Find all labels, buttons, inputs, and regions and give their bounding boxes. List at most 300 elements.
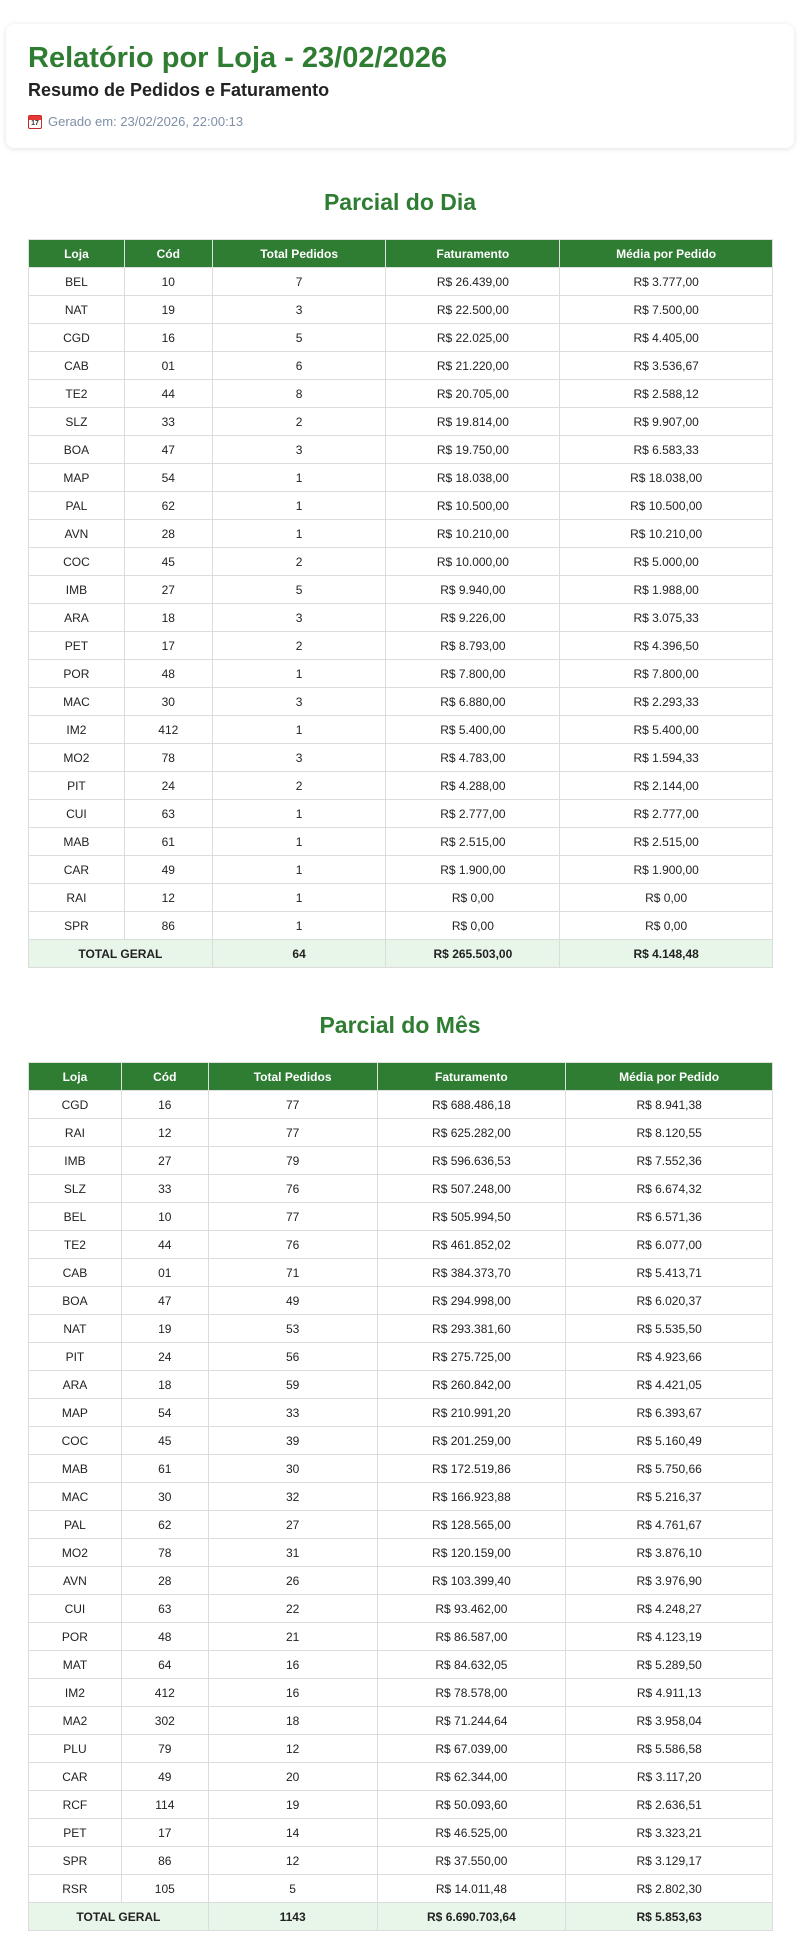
cell-cod: 62 [121, 1511, 208, 1539]
col-media-pedido: Média por Pedido [560, 240, 773, 268]
cell-total-pedidos: 76 [208, 1231, 377, 1259]
cell-total-pedidos: 77 [208, 1091, 377, 1119]
col-cod: Cód [124, 240, 212, 268]
table-row [29, 1735, 773, 1763]
table-row [29, 1595, 773, 1623]
cell-loja: MAP [29, 464, 125, 492]
cell-media-pedido: R$ 3.876,10 [566, 1539, 773, 1567]
cell-loja: TE2 [29, 380, 125, 408]
cell-loja: SPR [29, 1847, 122, 1875]
cell-total-pedidos: 3 [212, 604, 386, 632]
cell-total-pedidos: 3 [212, 688, 386, 716]
cell-media-pedido: R$ 4.405,00 [560, 324, 773, 352]
total-row [29, 1903, 773, 1931]
cell-total-pedidos: 79 [208, 1147, 377, 1175]
cell-total-pedidos: 33 [208, 1399, 377, 1427]
table-row [29, 1539, 773, 1567]
cell-loja: MO2 [29, 1539, 122, 1567]
cell-loja: RAI [29, 884, 125, 912]
cell-media-pedido: R$ 8.120,55 [566, 1119, 773, 1147]
cell-cod: 54 [124, 464, 212, 492]
cell-media-pedido: R$ 3.129,17 [566, 1847, 773, 1875]
cell-media-pedido: R$ 1.900,00 [560, 856, 773, 884]
table-row [29, 884, 773, 912]
cell-faturamento: R$ 10.210,00 [386, 520, 560, 548]
cell-faturamento: R$ 6.880,00 [386, 688, 560, 716]
table-row [29, 520, 773, 548]
cell-loja: PIT [29, 772, 125, 800]
cell-cod: 16 [124, 324, 212, 352]
cell-loja: COC [29, 1427, 122, 1455]
col-loja: Loja [29, 240, 125, 268]
cell-cod: 63 [124, 800, 212, 828]
cell-loja: PAL [29, 1511, 122, 1539]
cell-faturamento: R$ 71.244,64 [377, 1707, 566, 1735]
cell-cod: 114 [121, 1791, 208, 1819]
cell-loja: BOA [29, 436, 125, 464]
cell-faturamento: R$ 10.000,00 [386, 548, 560, 576]
section-title-dia: Parcial do Dia [323, 189, 477, 215]
cell-faturamento: R$ 14.011,48 [377, 1875, 566, 1903]
cell-cod: 78 [124, 744, 212, 772]
cell-media-pedido: R$ 3.976,90 [566, 1567, 773, 1595]
cell-cod: 28 [121, 1567, 208, 1595]
cell-total-pedidos: 1 [212, 716, 386, 744]
table-row [29, 352, 773, 380]
cell-loja: PIT [29, 1343, 122, 1371]
cell-faturamento: R$ 0,00 [386, 912, 560, 940]
total-faturamento: R$ 6.690.703,64 [377, 1903, 566, 1931]
table-row [29, 548, 773, 576]
cell-cod: 30 [121, 1483, 208, 1511]
cell-faturamento: R$ 21.220,00 [386, 352, 560, 380]
cell-loja: MAP [29, 1399, 122, 1427]
cell-media-pedido: R$ 5.289,50 [566, 1651, 773, 1679]
cell-faturamento: R$ 93.462,00 [377, 1595, 566, 1623]
cell-total-pedidos: 1 [212, 800, 386, 828]
cell-loja: CAB [29, 1259, 122, 1287]
cell-cod: 01 [124, 352, 212, 380]
cell-media-pedido: R$ 5.586,58 [566, 1735, 773, 1763]
table-row [29, 1819, 773, 1847]
table-row [29, 912, 773, 940]
cell-media-pedido: R$ 2.515,00 [560, 828, 773, 856]
table-row [29, 1763, 773, 1791]
cell-media-pedido: R$ 4.923,66 [566, 1343, 773, 1371]
table-row [29, 1259, 773, 1287]
cell-faturamento: R$ 22.500,00 [386, 296, 560, 324]
cell-total-pedidos: 1 [212, 520, 386, 548]
cell-cod: 10 [121, 1203, 208, 1231]
cell-total-pedidos: 77 [208, 1203, 377, 1231]
cell-media-pedido: R$ 9.907,00 [560, 408, 773, 436]
table-row [29, 1483, 773, 1511]
cell-total-pedidos: 30 [208, 1455, 377, 1483]
col-total-pedidos: Total Pedidos [212, 240, 386, 268]
cell-faturamento: R$ 4.288,00 [386, 772, 560, 800]
cell-total-pedidos: 76 [208, 1175, 377, 1203]
cell-total-pedidos: 59 [208, 1371, 377, 1399]
total-faturamento: R$ 265.503,00 [386, 940, 560, 968]
cell-cod: 16 [121, 1091, 208, 1119]
table-row [29, 1847, 773, 1875]
total-pedidos: 64 [212, 940, 386, 968]
cell-media-pedido: R$ 3.777,00 [560, 268, 773, 296]
table-row [29, 1147, 773, 1175]
cell-faturamento: R$ 103.399,40 [377, 1567, 566, 1595]
cell-loja: SLZ [29, 408, 125, 436]
generated-timestamp [28, 114, 772, 129]
cell-media-pedido: R$ 5.535,50 [566, 1315, 773, 1343]
cell-faturamento: R$ 20.705,00 [386, 380, 560, 408]
cell-faturamento: R$ 210.991,20 [377, 1399, 566, 1427]
cell-loja: RCF [29, 1791, 122, 1819]
page-title: Relatório por Loja - 23/02/2026 [28, 42, 448, 74]
cell-media-pedido: R$ 2.144,00 [560, 772, 773, 800]
table-body [29, 268, 773, 940]
cell-faturamento: R$ 507.248,00 [377, 1175, 566, 1203]
cell-media-pedido: R$ 1.594,33 [560, 744, 773, 772]
table-row [29, 436, 773, 464]
cell-loja: TE2 [29, 1231, 122, 1259]
calendar-icon [28, 115, 42, 129]
table-parcial-mes [28, 1062, 773, 1931]
cell-loja: CAB [29, 352, 125, 380]
page-subtitle: Resumo de Pedidos e Faturamento [28, 80, 330, 100]
cell-cod: 17 [121, 1819, 208, 1847]
table-row [29, 772, 773, 800]
cell-total-pedidos: 3 [212, 296, 386, 324]
col-faturamento: Faturamento [377, 1063, 566, 1091]
cell-media-pedido: R$ 4.761,67 [566, 1511, 773, 1539]
cell-media-pedido: R$ 3.958,04 [566, 1707, 773, 1735]
cell-faturamento: R$ 8.793,00 [386, 632, 560, 660]
table-row [29, 1203, 773, 1231]
cell-media-pedido: R$ 10.210,00 [560, 520, 773, 548]
table-row [29, 716, 773, 744]
cell-cod: 33 [121, 1175, 208, 1203]
cell-cod: 24 [121, 1343, 208, 1371]
cell-media-pedido: R$ 7.552,36 [566, 1147, 773, 1175]
table-row [29, 632, 773, 660]
cell-cod: 10 [124, 268, 212, 296]
table-parcial-dia [28, 239, 773, 968]
total-label: TOTAL GERAL [29, 1903, 209, 1931]
cell-loja: PAL [29, 492, 125, 520]
cell-media-pedido: R$ 3.117,20 [566, 1763, 773, 1791]
table-row [29, 1343, 773, 1371]
cell-media-pedido: R$ 2.802,30 [566, 1875, 773, 1903]
table-row [29, 408, 773, 436]
cell-cod: 86 [121, 1847, 208, 1875]
cell-faturamento: R$ 172.519,86 [377, 1455, 566, 1483]
table-row [29, 856, 773, 884]
cell-loja: NAT [29, 296, 125, 324]
cell-media-pedido: R$ 3.323,21 [566, 1819, 773, 1847]
cell-loja: NAT [29, 1315, 122, 1343]
cell-total-pedidos: 71 [208, 1259, 377, 1287]
cell-total-pedidos: 5 [208, 1875, 377, 1903]
cell-total-pedidos: 5 [212, 324, 386, 352]
cell-total-pedidos: 3 [212, 744, 386, 772]
cell-total-pedidos: 8 [212, 380, 386, 408]
total-pedidos: 1143 [208, 1903, 377, 1931]
cell-total-pedidos: 5 [212, 576, 386, 604]
cell-loja: MAC [29, 688, 125, 716]
table-row [29, 1399, 773, 1427]
cell-loja: MAC [29, 1483, 122, 1511]
cell-loja: POR [29, 660, 125, 688]
cell-total-pedidos: 16 [208, 1679, 377, 1707]
cell-total-pedidos: 32 [208, 1483, 377, 1511]
cell-media-pedido: R$ 4.396,50 [560, 632, 773, 660]
cell-media-pedido: R$ 3.536,67 [560, 352, 773, 380]
col-total-pedidos: Total Pedidos [208, 1063, 377, 1091]
cell-media-pedido: R$ 18.038,00 [560, 464, 773, 492]
cell-media-pedido: R$ 3.075,33 [560, 604, 773, 632]
cell-total-pedidos: 2 [212, 548, 386, 576]
cell-media-pedido: R$ 10.500,00 [560, 492, 773, 520]
cell-media-pedido: R$ 6.583,33 [560, 436, 773, 464]
cell-media-pedido: R$ 7.800,00 [560, 660, 773, 688]
table-header-row [29, 1063, 773, 1091]
cell-total-pedidos: 16 [208, 1651, 377, 1679]
col-loja: Loja [29, 1063, 122, 1091]
table-header-row [29, 240, 773, 268]
cell-media-pedido: R$ 2.588,12 [560, 380, 773, 408]
cell-cod: 44 [124, 380, 212, 408]
cell-loja: SPR [29, 912, 125, 940]
cell-faturamento: R$ 260.842,00 [377, 1371, 566, 1399]
cell-media-pedido: R$ 5.216,37 [566, 1483, 773, 1511]
cell-cod: 48 [124, 660, 212, 688]
cell-faturamento: R$ 201.259,00 [377, 1427, 566, 1455]
cell-cod: 30 [124, 688, 212, 716]
cell-total-pedidos: 53 [208, 1315, 377, 1343]
cell-loja: CAR [29, 856, 125, 884]
cell-cod: 19 [124, 296, 212, 324]
cell-cod: 78 [121, 1539, 208, 1567]
col-media-pedido: Média por Pedido [566, 1063, 773, 1091]
cell-total-pedidos: 39 [208, 1427, 377, 1455]
cell-total-pedidos: 22 [208, 1595, 377, 1623]
cell-total-pedidos: 1 [212, 884, 386, 912]
cell-loja: BOA [29, 1287, 122, 1315]
table-row [29, 464, 773, 492]
cell-cod: 61 [124, 828, 212, 856]
cell-total-pedidos: 1 [212, 492, 386, 520]
cell-cod: 33 [124, 408, 212, 436]
cell-cod: 63 [121, 1595, 208, 1623]
cell-total-pedidos: 18 [208, 1707, 377, 1735]
section-title-mes: Parcial do Mês [319, 1012, 481, 1038]
cell-total-pedidos: 12 [208, 1735, 377, 1763]
cell-media-pedido: R$ 4.421,05 [566, 1371, 773, 1399]
cell-faturamento: R$ 9.940,00 [386, 576, 560, 604]
cell-total-pedidos: 2 [212, 632, 386, 660]
cell-loja: IMB [29, 576, 125, 604]
cell-loja: POR [29, 1623, 122, 1651]
cell-media-pedido: R$ 4.911,13 [566, 1679, 773, 1707]
cell-loja: CUI [29, 800, 125, 828]
cell-loja: RSR [29, 1875, 122, 1903]
cell-media-pedido: R$ 7.500,00 [560, 296, 773, 324]
cell-faturamento: R$ 86.587,00 [377, 1623, 566, 1651]
cell-faturamento: R$ 9.226,00 [386, 604, 560, 632]
cell-loja: MAT [29, 1651, 122, 1679]
cell-cod: 105 [121, 1875, 208, 1903]
cell-faturamento: R$ 37.550,00 [377, 1847, 566, 1875]
cell-total-pedidos: 1 [212, 828, 386, 856]
table-row [29, 744, 773, 772]
cell-cod: 302 [121, 1707, 208, 1735]
table-row [29, 1875, 773, 1903]
cell-cod: 12 [121, 1119, 208, 1147]
cell-total-pedidos: 7 [212, 268, 386, 296]
cell-media-pedido: R$ 6.020,37 [566, 1287, 773, 1315]
cell-cod: 01 [121, 1259, 208, 1287]
cell-loja: COC [29, 548, 125, 576]
table-row [29, 268, 773, 296]
cell-loja: MAB [29, 1455, 122, 1483]
cell-cod: 49 [121, 1763, 208, 1791]
cell-cod: 24 [124, 772, 212, 800]
cell-cod: 12 [124, 884, 212, 912]
table-row [29, 1287, 773, 1315]
table-row [29, 1371, 773, 1399]
cell-faturamento: R$ 166.923,88 [377, 1483, 566, 1511]
cell-cod: 17 [124, 632, 212, 660]
col-cod: Cód [121, 1063, 208, 1091]
cell-total-pedidos: 12 [208, 1847, 377, 1875]
cell-loja: BEL [29, 268, 125, 296]
cell-faturamento: R$ 7.800,00 [386, 660, 560, 688]
table-row [29, 604, 773, 632]
cell-faturamento: R$ 84.632,05 [377, 1651, 566, 1679]
cell-cod: 412 [124, 716, 212, 744]
cell-faturamento: R$ 0,00 [386, 884, 560, 912]
cell-cod: 47 [124, 436, 212, 464]
cell-cod: 45 [124, 548, 212, 576]
table-row [29, 296, 773, 324]
table-row [29, 576, 773, 604]
cell-cod: 64 [121, 1651, 208, 1679]
total-media: R$ 5.853,63 [566, 1903, 773, 1931]
col-faturamento: Faturamento [386, 240, 560, 268]
cell-loja: ARA [29, 1371, 122, 1399]
cell-faturamento: R$ 128.565,00 [377, 1511, 566, 1539]
cell-cod: 48 [121, 1623, 208, 1651]
table-row [29, 800, 773, 828]
cell-loja: CAR [29, 1763, 122, 1791]
cell-loja: CGD [29, 324, 125, 352]
cell-media-pedido: R$ 5.750,66 [566, 1455, 773, 1483]
total-row [29, 940, 773, 968]
cell-total-pedidos: 1 [212, 660, 386, 688]
cell-faturamento: R$ 5.400,00 [386, 716, 560, 744]
cell-faturamento: R$ 19.814,00 [386, 408, 560, 436]
cell-cod: 54 [121, 1399, 208, 1427]
table-row [29, 1091, 773, 1119]
cell-loja: ARA [29, 604, 125, 632]
cell-faturamento: R$ 293.381,60 [377, 1315, 566, 1343]
cell-media-pedido: R$ 6.571,36 [566, 1203, 773, 1231]
cell-faturamento: R$ 275.725,00 [377, 1343, 566, 1371]
cell-media-pedido: R$ 6.077,00 [566, 1231, 773, 1259]
report-header [6, 24, 794, 148]
cell-total-pedidos: 20 [208, 1763, 377, 1791]
cell-faturamento: R$ 50.093,60 [377, 1791, 566, 1819]
cell-loja: SLZ [29, 1175, 122, 1203]
cell-total-pedidos: 1 [212, 856, 386, 884]
cell-total-pedidos: 56 [208, 1343, 377, 1371]
cell-loja: IMB [29, 1147, 122, 1175]
cell-loja: IM2 [29, 1679, 122, 1707]
cell-media-pedido: R$ 8.941,38 [566, 1091, 773, 1119]
cell-cod: 27 [124, 576, 212, 604]
cell-faturamento: R$ 688.486,18 [377, 1091, 566, 1119]
cell-faturamento: R$ 78.578,00 [377, 1679, 566, 1707]
table-row [29, 688, 773, 716]
cell-faturamento: R$ 294.998,00 [377, 1287, 566, 1315]
cell-loja: MAB [29, 828, 125, 856]
cell-media-pedido: R$ 4.123,19 [566, 1623, 773, 1651]
cell-total-pedidos: 1 [212, 912, 386, 940]
cell-media-pedido: R$ 6.674,32 [566, 1175, 773, 1203]
cell-faturamento: R$ 22.025,00 [386, 324, 560, 352]
table-row [29, 492, 773, 520]
cell-media-pedido: R$ 1.988,00 [560, 576, 773, 604]
cell-cod: 19 [121, 1315, 208, 1343]
table-body [29, 1091, 773, 1903]
cell-faturamento: R$ 4.783,00 [386, 744, 560, 772]
cell-loja: PET [29, 1819, 122, 1847]
total-media: R$ 4.148,48 [560, 940, 773, 968]
cell-faturamento: R$ 120.159,00 [377, 1539, 566, 1567]
cell-faturamento: R$ 62.344,00 [377, 1763, 566, 1791]
cell-total-pedidos: 77 [208, 1119, 377, 1147]
cell-media-pedido: R$ 2.636,51 [566, 1791, 773, 1819]
cell-cod: 45 [121, 1427, 208, 1455]
cell-faturamento: R$ 10.500,00 [386, 492, 560, 520]
cell-cod: 44 [121, 1231, 208, 1259]
cell-total-pedidos: 27 [208, 1511, 377, 1539]
table-row [29, 1427, 773, 1455]
cell-loja: AVN [29, 1567, 122, 1595]
cell-loja: BEL [29, 1203, 122, 1231]
cell-total-pedidos: 6 [212, 352, 386, 380]
cell-faturamento: R$ 625.282,00 [377, 1119, 566, 1147]
table-row [29, 380, 773, 408]
cell-cod: 86 [124, 912, 212, 940]
cell-media-pedido: R$ 5.160,49 [566, 1427, 773, 1455]
cell-media-pedido: R$ 5.400,00 [560, 716, 773, 744]
cell-loja: MA2 [29, 1707, 122, 1735]
cell-loja: CUI [29, 1595, 122, 1623]
cell-total-pedidos: 2 [212, 772, 386, 800]
cell-total-pedidos: 19 [208, 1791, 377, 1819]
cell-media-pedido: R$ 6.393,67 [566, 1399, 773, 1427]
cell-faturamento: R$ 19.750,00 [386, 436, 560, 464]
table-row [29, 660, 773, 688]
cell-cod: 61 [121, 1455, 208, 1483]
cell-faturamento: R$ 18.038,00 [386, 464, 560, 492]
cell-media-pedido: R$ 0,00 [560, 912, 773, 940]
cell-faturamento: R$ 67.039,00 [377, 1735, 566, 1763]
cell-faturamento: R$ 384.373,70 [377, 1259, 566, 1287]
cell-cod: 62 [124, 492, 212, 520]
cell-cod: 28 [124, 520, 212, 548]
